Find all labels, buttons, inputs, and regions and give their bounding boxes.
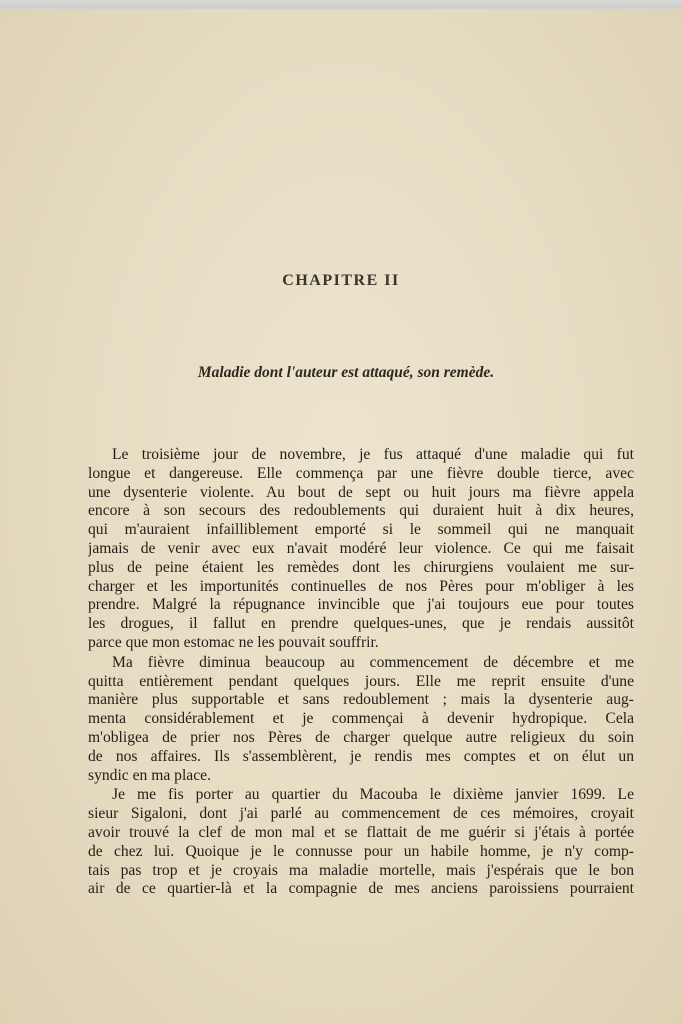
text-line: Ma fièvre diminua beaucoup au commencement de décembre et me xyxy=(112,653,634,671)
text-line: manière plus supportable et sans redoublement ; mais la dysenterie aug- xyxy=(88,691,634,709)
text-line: prendre. Malgré la répugnance invincible que j'ai toujours eue pour toutes xyxy=(88,596,634,614)
chapter-subtitle: Maladie dont l'auteur est attaqué, son remède. xyxy=(197,364,495,381)
chapter-title: CHAPITRE II xyxy=(282,272,400,289)
text-line: de nos affaires. Ils s'assemblèrent, je rendis mes comptes et on élut un xyxy=(88,747,634,765)
text-line: jamais de venir avec eux n'avait modéré leur violence. Ce qui me faisait xyxy=(88,539,634,557)
text-line: sieur Sigaloni, dont j'ai parlé au commencement de ces mémoires, croyait xyxy=(88,805,634,823)
text-line: encore à son secours des redoublements qui duraient huit à dix heures, xyxy=(88,502,634,520)
text-line: charger et les importunités continuelles de nos Pères pour m'obliger à les xyxy=(88,577,634,595)
paragraph-3 xyxy=(88,786,634,899)
text-line: syndic en ma place. xyxy=(88,766,211,784)
text-line: tais pas trop et je croyais ma maladie mortelle, mais j'espérais que le bon xyxy=(88,861,634,879)
text-line: parce que mon estomac ne les pouvait souffrir. xyxy=(88,633,379,651)
text-line: avoir trouvé la clef de mon mal et se flattait de me guérir si j'étais à portée xyxy=(88,823,634,841)
text-line: longue et dangereuse. Elle commença par une fièvre double tierce, avec xyxy=(88,464,634,482)
text-line: une dysenterie violente. Au bout de sept ou huit jours ma fièvre appela xyxy=(88,483,634,501)
text-line: de chez lui. Quoique je le connusse pour un habile homme, je n'y comp- xyxy=(88,842,634,860)
text-line: qui m'auraient infailliblement emporté si le sommeil qui ne manquait xyxy=(88,521,634,539)
text-line: les drogues, il fallut en prendre quelques-unes, que je rendais aussitôt xyxy=(88,615,634,633)
paragraph-1 xyxy=(88,446,634,653)
text-line: Je me fis porter au quartier du Macouba le dixième janvier 1699. Le xyxy=(112,786,634,804)
text-line: air de ce quartier-là et la compagnie de mes anciens paroissiens pourraient xyxy=(88,880,634,898)
text-line: menta considérablement et je commençai à devenir hydropique. Cela xyxy=(88,710,634,728)
text-line: m'obligea de prier nos Pères de charger quelque autre religieux du soin xyxy=(88,728,634,746)
text-line: quitta entièrement pendant quelques jours. Elle me reprit ensuite d'une xyxy=(88,672,634,690)
text-line: Le troisième jour de novembre, je fus attaqué d'une maladie qui fut xyxy=(112,446,634,463)
paragraph-2 xyxy=(88,654,634,786)
body-text xyxy=(88,446,634,900)
text-line: plus de peine étaient les remèdes dont les chirurgiens voulaient me sur- xyxy=(88,558,634,576)
